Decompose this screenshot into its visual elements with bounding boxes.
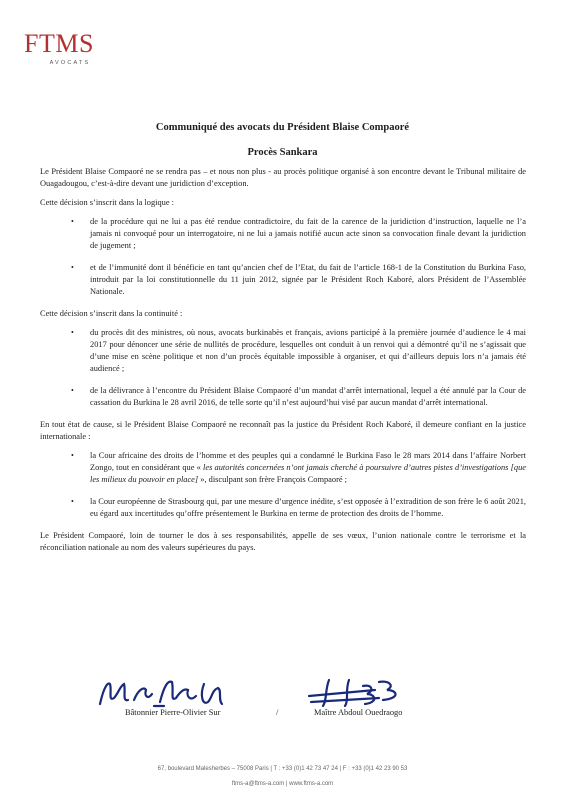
bullet-icon: • bbox=[71, 386, 74, 395]
list-item: • du procès dit des ministres, où nous, avocats burkinabès et français, avions participé à la première journée d’audience le 4 mai 2017 pour dénoncer une série de nullités de procédure, lesquelles ont conduit à un renvoi qui a démontré qu’il ne s’agissait que d’une mise en scène politique et non d’un procès équitable impossible à organiser, et qui d’ailleurs depuis lors n’a jamais été audiencé ; bbox=[71, 328, 526, 373]
section1-lead: Cette décision s’inscrit dans la logique : bbox=[40, 198, 174, 207]
signature-sur bbox=[94, 676, 254, 710]
footer-address: 67, boulevard Malesherbes – 75008 Paris | T : +33 (0)1 42 73 47 24 | F : +33 (0)1 42 23 90 53 bbox=[157, 766, 408, 772]
bullet-icon: • bbox=[71, 328, 74, 337]
list-item: • et de l’immunité dont il bénéficie en tant qu’ancien chef de l’Etat, du fait de l’article 168-1 de la Constitution du Burkina Faso, introduit par la loi constitutionnelle du 11 juin 2012, signée par le Président Roch Kaboré, alors Président de l’Assemblée Nationale. bbox=[71, 263, 526, 296]
signatory-name-1: Bâtonnier Pierre-Olivier Sur bbox=[125, 708, 221, 717]
quote-text: les autorités concernées n’ont jamais cherché à poursuivre d’autres pistes d’investigations [que les milieux du pouvoir en place] bbox=[90, 463, 527, 484]
section1-list bbox=[40, 216, 526, 298]
bullet-icon: • bbox=[71, 263, 74, 272]
bullet-icon: • bbox=[71, 217, 74, 226]
intro-paragraph: Le Président Blaise Compaoré ne se rendra pas – et nous non plus - au procès politique organisé à son encontre devant le Tribunal militaire de Ouagadougou, c’est-à-dire devant une juridiction d’exception. bbox=[40, 167, 526, 188]
footer-contact: ftms-a@ftms-a.com | www.ftms-a.com bbox=[231, 781, 334, 787]
signature-block bbox=[0, 676, 565, 726]
signature-ouedraogo bbox=[305, 676, 415, 710]
bullet-icon: • bbox=[71, 451, 74, 460]
section2-lead: Cette décision s’inscrit dans la continuité : bbox=[40, 309, 183, 318]
logo-wordmark: FTMS bbox=[24, 29, 94, 58]
document-body bbox=[40, 166, 526, 554]
section3-lead: En tout état de cause, si le Président Blaise Compaoré ne reconnaît pas la justice du Président Roch Kaboré, il demeure confiant en la justice internationale : bbox=[40, 420, 526, 441]
signatory-name-2: Maître Abdoul Ouedraogo bbox=[314, 708, 403, 717]
ftms-logo bbox=[24, 31, 116, 66]
bullet-icon: • bbox=[71, 497, 74, 506]
signature-separator: / bbox=[276, 708, 279, 717]
list-item: • de la procédure qui ne lui a pas été rendue contradictoire, du fait de la carence de la juridiction d’instruction, laquelle ne l’a jamais ni convoqué pour un interrogatoire, ni ne lui a jamais notifié aucun acte sinon sa convocation finale devant la juridiction de jugement ; bbox=[71, 217, 526, 250]
section2-list bbox=[40, 327, 526, 409]
page-title: Communiqué des avocats du Président Blaise Compaoré bbox=[155, 122, 410, 133]
page-subtitle: Procès Sankara bbox=[247, 147, 318, 158]
closing-paragraph: Le Président Compaoré, loin de tourner le dos à ses responsabilités, appelle de ses vœux, l’union nationale contre le terrorisme et la réconciliation nationale au nom des valeurs supérieures du pays. bbox=[40, 531, 526, 552]
list-item: • de la délivrance à l’encontre du Président Blaise Compaoré d’un mandat d’arrêt international, lequel a été annulé par la Cour de cassation du Burkina le 28 avril 2016, de telle sorte qu’il n’est aujourd’hui visé par aucun mandat d’arrêt international. bbox=[71, 386, 526, 407]
section3-list bbox=[40, 450, 526, 520]
logo-subtitle: AVOCATS bbox=[49, 60, 91, 66]
list-item: • la Cour européenne de Strasbourg qui, par une mesure d’urgence inédite, s’est opposée à l’extradition de son frère le 6 août 2021, eu égard aux incertitudes qu’offre présentement le Burkina en terme de protection des droits de l’homme. bbox=[71, 497, 526, 518]
list-item: • la Cour africaine des droits de l’homme et des peuples qui a condamné le Burkina Faso le 28 mars 2014 dans l’affaire Norbert Zongo, tout en considérant que « les autorités concernées n’ont jamais cherché à poursuivre d’autres pistes d’investigations [que les milieux du pouvoir en place] », disculpant son frère François Compaoré ; bbox=[71, 451, 527, 484]
